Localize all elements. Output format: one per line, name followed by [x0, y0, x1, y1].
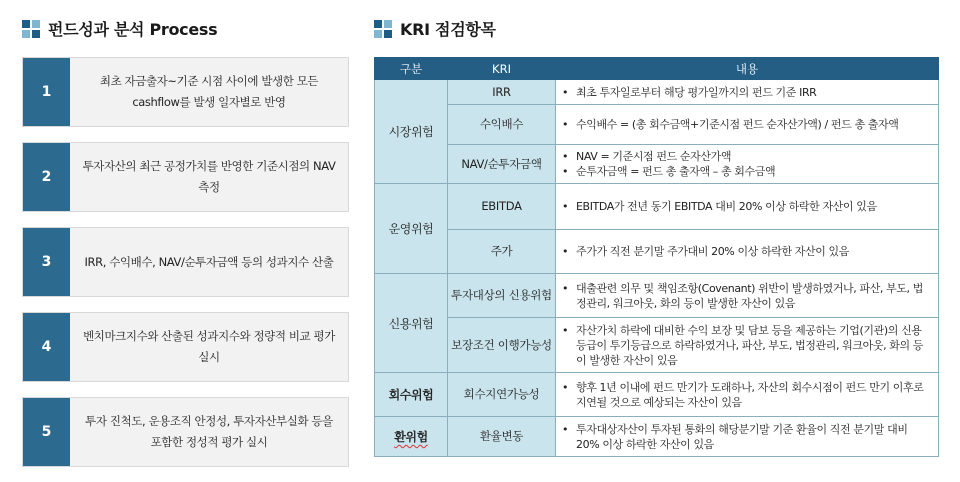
list-item: • NAV = 기준시점 펀드 순자산가액 — [562, 149, 930, 164]
step-number: 4 — [23, 313, 70, 381]
list-item: • 주가가 직전 분기말 주가대비 20% 이상 하락한 자산이 있음 — [562, 244, 930, 259]
content-cell — [556, 417, 939, 457]
process-step — [22, 312, 349, 382]
step-number: 5 — [23, 398, 70, 466]
step-number: 2 — [23, 143, 70, 211]
header-group: 구분 — [375, 58, 448, 80]
group-cell: 시장위험 — [375, 80, 448, 184]
process-step — [22, 57, 349, 127]
kri-cell: 주가 — [448, 230, 556, 274]
group-label: 환위험 — [394, 430, 428, 444]
list-item: • 최초 투자일로부터 해당 평가일까지의 펀드 기준 IRR — [562, 85, 930, 100]
process-section-title — [22, 17, 217, 40]
step-description: 최초 자금출자~기준 시점 사이에 발생한 모든 cashflow를 발생 일자별로 반영 — [70, 58, 348, 126]
content-cell — [556, 145, 939, 184]
table-row — [375, 417, 939, 457]
group-cell: 신용위험 — [375, 274, 448, 373]
group-cell: 회수위험 — [375, 373, 448, 417]
grid-icon — [22, 20, 40, 38]
step-description: 투자자산의 최근 공정가치를 반영한 기준시점의 NAV 측정 — [70, 143, 348, 211]
kri-cell: 환율변동 — [448, 417, 556, 457]
kri-cell: 회수지연가능성 — [448, 373, 556, 417]
process-title: 펀드성과 분석 Process — [48, 20, 218, 39]
content-cell — [556, 318, 939, 373]
kri-cell: 투자대상의 신용위험 — [448, 274, 556, 318]
process-step — [22, 142, 349, 212]
list-item: • EBITDA가 전년 동기 EBITDA 대비 20% 이상 하락한 자산이 있음 — [562, 199, 930, 214]
kri-cell: 보장조건 이행가능성 — [448, 318, 556, 373]
list-item: • 대출관련 의무 및 책임조항(Covenant) 위반이 발생하였거나, 파산, 부도, 법정관리, 워크아웃, 화의 등이 발생한 자산이 있음 — [562, 281, 930, 311]
header-kri: KRI — [448, 58, 556, 80]
group-cell: 운영위험 — [375, 184, 448, 274]
table-row — [375, 274, 939, 318]
kri-title: KRI 점검항목 — [400, 20, 496, 39]
table-row — [375, 105, 939, 145]
content-cell — [556, 105, 939, 145]
list-item: • 수익배수 = (총 회수금액+기준시점 펀드 순자산가액) / 펀드 총 출자액 — [562, 117, 930, 132]
content-cell — [556, 373, 939, 417]
content-cell — [556, 184, 939, 230]
kri-cell: IRR — [448, 80, 556, 105]
table-row — [375, 145, 939, 184]
list-item: • 순투자금액 = 펀드 총 출자액 – 총 회수금액 — [562, 164, 930, 179]
group-cell — [375, 417, 448, 457]
kri-section-title — [374, 17, 496, 40]
process-step — [22, 227, 349, 297]
table-row — [375, 184, 939, 230]
table-row — [375, 230, 939, 274]
content-cell — [556, 274, 939, 318]
process-step — [22, 397, 349, 467]
grid-icon — [374, 20, 392, 38]
step-number: 1 — [23, 58, 70, 126]
content-cell — [556, 230, 939, 274]
kri-cell: 수익배수 — [448, 105, 556, 145]
step-description: 투자 진척도, 운용조직 안정성, 투자자산부실화 등을 포함한 정성적 평가 실시 — [70, 398, 348, 466]
list-item: • 향후 1년 이내에 펀드 만기가 도래하나, 자산의 회수시점이 펀드 만기 이후로 지연될 것으로 예상되는 자산이 있음 — [562, 380, 930, 410]
table-row — [375, 318, 939, 373]
step-description: 벤치마크지수와 산출된 성과지수와 정량적 비교 평가 실시 — [70, 313, 348, 381]
header-content: 내용 — [556, 58, 939, 80]
content-cell — [556, 80, 939, 105]
list-item: • 투자대상자산이 투자된 통화의 해당분기말 기준 환율이 직전 분기말 대비 20% 이상 하락한 자산이 있음 — [562, 422, 930, 452]
step-description: IRR, 수익배수, NAV/순투자금액 등의 성과지수 산출 — [70, 228, 348, 296]
table-row — [375, 373, 939, 417]
table-header-row — [375, 58, 939, 80]
list-item: • 자산가치 하락에 대비한 수익 보장 및 담보 등을 제공하는 기업(기관)의 신용등급이 투기등급으로 하락하였거나, 파산, 부도, 법정관리, 워크아웃, 화의 등이 발생한 자산이 있음 — [562, 323, 930, 368]
kri-cell: EBITDA — [448, 184, 556, 230]
step-number: 3 — [23, 228, 70, 296]
kri-table — [374, 57, 939, 457]
kri-cell: NAV/순투자금액 — [448, 145, 556, 184]
table-row — [375, 80, 939, 105]
